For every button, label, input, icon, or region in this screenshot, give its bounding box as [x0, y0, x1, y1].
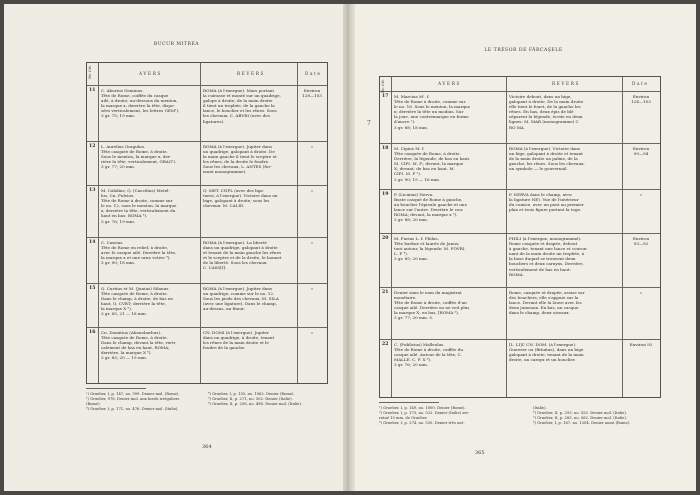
- avers-cell: Denier sans le nom du magistrat monétaire. Tête de Rome à droite, coiffée d'un casque ailé. Derrière on ne voit plus la marque X; en bas, [ROMA ⁵). 3 gr. 77; 20 mm. 5.: [394, 290, 470, 321]
- column-rule: [391, 77, 392, 397]
- revers-cell: PHILI (à l'exergue, monogrammé). Rome casquée et drapée, debout à gauche, tenant une lance et couron- nant de la main droite un trophée, à la base duquel se trouvent deux boucliers et deux carnyxs. Derrière, verticalement de bas en haut: ROMA.: [509, 236, 588, 277]
- date-cell: Environ 124—103: [631, 94, 651, 105]
- book-gutter: [343, 4, 355, 491]
- row-number: 17: [382, 94, 389, 99]
- avers-cell: C. Cassius. Tête de Rome en relief, à droite, avec le casque ailé. Derrière la tête, la marque x et une urne votive ⁴). 3 gr. 90; 18 mm.: [101, 240, 177, 266]
- row-number: 11: [89, 88, 96, 93]
- revers-cell: [L. LI]C CN. DOM. (à l'exergue). Guerrier ou (Bituitus), dans un bige galopant à droite, tenant de la main droite, un carnyx et un bouclier.: [509, 342, 584, 363]
- avers-cell: C. Aburius Geminus. Tête de Rome, coiffée du casque ailé, à droite; au-dessous du menton, la marque x, derrière la tête, dispo- sées verticalement, les lettres GEM¹). 3 gr. 75; 19 mm.: [101, 88, 180, 119]
- row-rule: [380, 143, 660, 144]
- column-rule: [200, 63, 201, 383]
- header-rule: [87, 85, 327, 86]
- avers-cell: M. Marcius M'. f. Tête de Rome à droite, comme sur le no. 16. Sous le menton, la marque x; derrière la tête un modius. Sur la joue, une contremarque en forme d'ancre ¹). 3 gr. 88; 18 mm.: [394, 94, 471, 130]
- header-rule: [380, 91, 660, 92]
- avers-cell: M. Furius L. f. Philus. Tête barbue et laurée de Janus; tout autour, la légende: M. FOVRI. L. F ⁴). 3 gr. 85; 20 mm.: [394, 236, 466, 262]
- row-number: 16: [89, 330, 96, 335]
- row-number: 13: [89, 188, 96, 193]
- avers-cell: Cn. Domitius (Ahenobarbus). Tête casquée de Rome, à droite. Dans le champ, devant la tête, verti- calement de bas en haut, ROMA; derrière, la marque X ⁶). 3 gr. 85; 20 — 19 mm.: [101, 330, 177, 361]
- revers-cell: ROMA (à l'exergue). Jupiter dans un quadrige, galopant à droite. De la main gauche il tient le sceptre et les rênes, de la droite le foudre. Sous les chevaux, L. ANTES (for- mant monogramme).: [203, 144, 277, 175]
- column-rule: [98, 63, 99, 383]
- running-head-right: LE TRÉSOR DE FĂRCAŞELE: [484, 48, 563, 53]
- row-rule: [380, 189, 660, 190]
- column-rule: [506, 77, 507, 397]
- row-number: 18: [382, 146, 389, 151]
- date-cell: Environ 92: [629, 342, 653, 347]
- row-number: 21: [382, 290, 389, 295]
- footnote-rule: [379, 402, 439, 403]
- date-cell: »: [310, 144, 314, 149]
- row-number: 15: [89, 286, 96, 291]
- date-cell: »: [639, 290, 643, 295]
- revers-cell: CN. DOMI (à l'exergue). Jupiter dans un quadrige, à droite, tenant les rênes de la main droite et le foudre de la gauche.: [203, 330, 275, 351]
- header-nr: Nr. Crt.: [88, 65, 92, 79]
- row-number: 19: [382, 192, 389, 197]
- row-rule: [87, 283, 327, 284]
- pencil-mark: 7: [367, 120, 371, 127]
- header-date: Date: [632, 81, 649, 86]
- date-cell: »: [310, 286, 314, 291]
- footnotes-left-column: ¹) Grueber, I, p. 149, no. 1000. Denier (Rome). ²) Grueber, I, p. 173, no. 522. Denier (Italie) ser- ratué 15 mm. de Grueber. ³) Grueber, I, p. 274, no. 520. Denier très usé.: [379, 406, 470, 425]
- footnotes-left-column: ¹) Grueber, I, p. 147, no. 999. Denier mol. (Rome). ²) Grueber, 978. Denier mol. aux bords irréguliers (Rome). ³) Grueber, I, p. 171, no. 476. Denier mol. (Italie).: [86, 392, 180, 411]
- coin-table-left: [86, 62, 328, 384]
- date-cell: »: [639, 192, 643, 197]
- row-number: 22: [382, 342, 389, 347]
- row-number: 12: [89, 144, 96, 149]
- avers-cell: M. Calidius, Q. (Caecilius) Metel- lus, Cn. Fulvius. Tête de Rome à droite, comme sur le no. 12, sous le menton, la marque x, derrière la tête, verticalement du haut en bas: ROMA ³). 3 gr. 76; 19 mm.: [101, 188, 177, 224]
- row-rule: [380, 233, 660, 234]
- revers-cell: P. NERVA dans le champ, avec la ligature NE). Vue de l'intérieur du comice, avec un pont au premier plan et trois figure portant la toge.: [509, 192, 584, 213]
- left-page: [4, 4, 349, 491]
- revers-cell: ROMA (à l'exergue). Jupiter dans un quadrige, comme sur le no. 12. Sous les pieds des chevaux, M. SILA (avec une ligature). Dans le champ, au-dessus, un fitaur.: [203, 286, 279, 312]
- coin-table-right: [379, 76, 661, 398]
- right-page: [351, 4, 696, 491]
- row-number: 20: [382, 236, 389, 241]
- date-cell: »: [310, 240, 314, 245]
- footnotes-right-column: (Italie). ⁴) Grueber, II, p. 293, no. 555. Denier mol. (Italie). ⁵) Grueber, II, p. 283, no. 562. Denier mol. (Italie). ⁶) Grueber, I, p. 167, no. 1204. Denier aussi (Rome).: [533, 406, 631, 425]
- running-head-left: BUCUR MITREA: [153, 42, 200, 47]
- footnote-rule: [86, 388, 146, 389]
- revers-cell: Q. MET. CNFL (avec des liga- tures, à l'exergue). Victoire dans un bige, galopant à droite; sous les chevaux: M. CALID.: [203, 188, 278, 209]
- avers-cell: C. (Publicius) Malleolus. Tête de Rome à droite, coiffée du casque ailé. Autour de la tête, C. MALLE. C. F. X ⁶). 3 gr. 76; 20 mm.: [394, 342, 463, 368]
- row-rule: [380, 339, 660, 340]
- revers-cell: ROMA (à l'exergue). La liberté dans un quadrige, galopant à droite et tenant de la main gauche les rênes et le sceptre et de la droite, le bonnet de la liberté. Sous les chevaux: C. CASS[I].: [203, 240, 282, 271]
- row-number: 14: [89, 240, 96, 245]
- avers-cell: P. (Licinius) Nerva. Buste casqué de Rome à gauche, au bouclier l'épieule gauche et une lance sur l'autre. Derrière le cou: ROMA; devant, la marque x ³). 3 gr. 88; 20 mm.: [394, 192, 467, 223]
- row-rule: [87, 327, 327, 328]
- header-date: Date: [305, 71, 322, 76]
- header-nr: Nr. Crt.: [381, 79, 385, 93]
- header-revers: REVERS: [237, 71, 265, 76]
- date-cell: Environ 128—103: [302, 88, 322, 99]
- revers-cell: Victoire debout, dans un bige, galopant à droite. De la main droite elle tient le fouet, de la gauche les rênes. En bas, deux épis de blé séparent la légende, écrite en deux lignes: M. MAR (monogramme) C RO MA: [509, 94, 584, 130]
- date-cell: Environ 93—92: [632, 236, 650, 247]
- date-cell: »: [310, 188, 314, 193]
- revers-cell: ROMA (à l'exergue). Victoire dans un bige, galopant à droite et tenant de la main droite un palme, de la gauche, les rênes. Sous les chevaux, un symbole — le gouvernail.: [509, 146, 585, 172]
- footnotes-right-column: ⁴) Grueber, I, p. 155, no. 1062. Denier (Rome). ⁵) Grueber, II, p. 271, no. 502. Denier (Italie). ⁶) Grueber, II, p. 258, no. 496. Denier mol. (Italie).: [208, 392, 302, 406]
- avers-cell: Q. Curtius et M. (Junius) Silanus. Tête casquée de Rome, à droite. Dans le champ, à droite, de bas en haut, Q. CVRT; derrière la tête, la marque X ⁵). 3 gr. 85, 21 — 18 mm.: [101, 286, 173, 317]
- avers-cell: M. Cipius M. f. Tête casquée de Rome, à droite. Derrière, la légende, de bas en haut, M. CIPI. M. F.; devant, la marque X; devant, de bas en haut, M. CIPI. M. F ²). 3 gr. 90; 15 — 16 mm.: [394, 146, 471, 182]
- row-rule: [87, 141, 327, 142]
- header-revers: REVERS: [552, 81, 580, 86]
- page-number-left: 364: [202, 444, 212, 450]
- revers-cell: ROMA (à l'exergue). Mars portant la cuirasse et monté sur un quadrige, galope à droite; de la main droite il tient un trophée, de la gauche la lance, le bouclier et les rênes. Sous les chevaux, C. ABVRI (avec des ligatures).: [203, 88, 281, 124]
- date-cell: »: [310, 330, 314, 335]
- header-avers: AVERS: [139, 71, 162, 76]
- revers-cell: Rome, casquée et drapée, assise sur des boucliers; elle s'appuie sur la lance. Devant elle la louve avec les deux jumeaux. En bas, un casque, dans le champ, deux oiseaux.: [509, 290, 585, 316]
- row-rule: [87, 185, 327, 186]
- row-rule: [380, 287, 660, 288]
- avers-cell: L. Aurelius Gragulus. Tête casquée de Rome, à droite. Sous le menton, la marque x, der- rière la tête, verticalement, GRAG¹). 3 gr. 77; 20 mm.: [101, 144, 177, 170]
- page-number-right: 365: [475, 450, 485, 456]
- row-rule: [87, 237, 327, 238]
- date-cell: Environ 99—94: [632, 146, 650, 157]
- header-avers: AVERS: [438, 81, 461, 86]
